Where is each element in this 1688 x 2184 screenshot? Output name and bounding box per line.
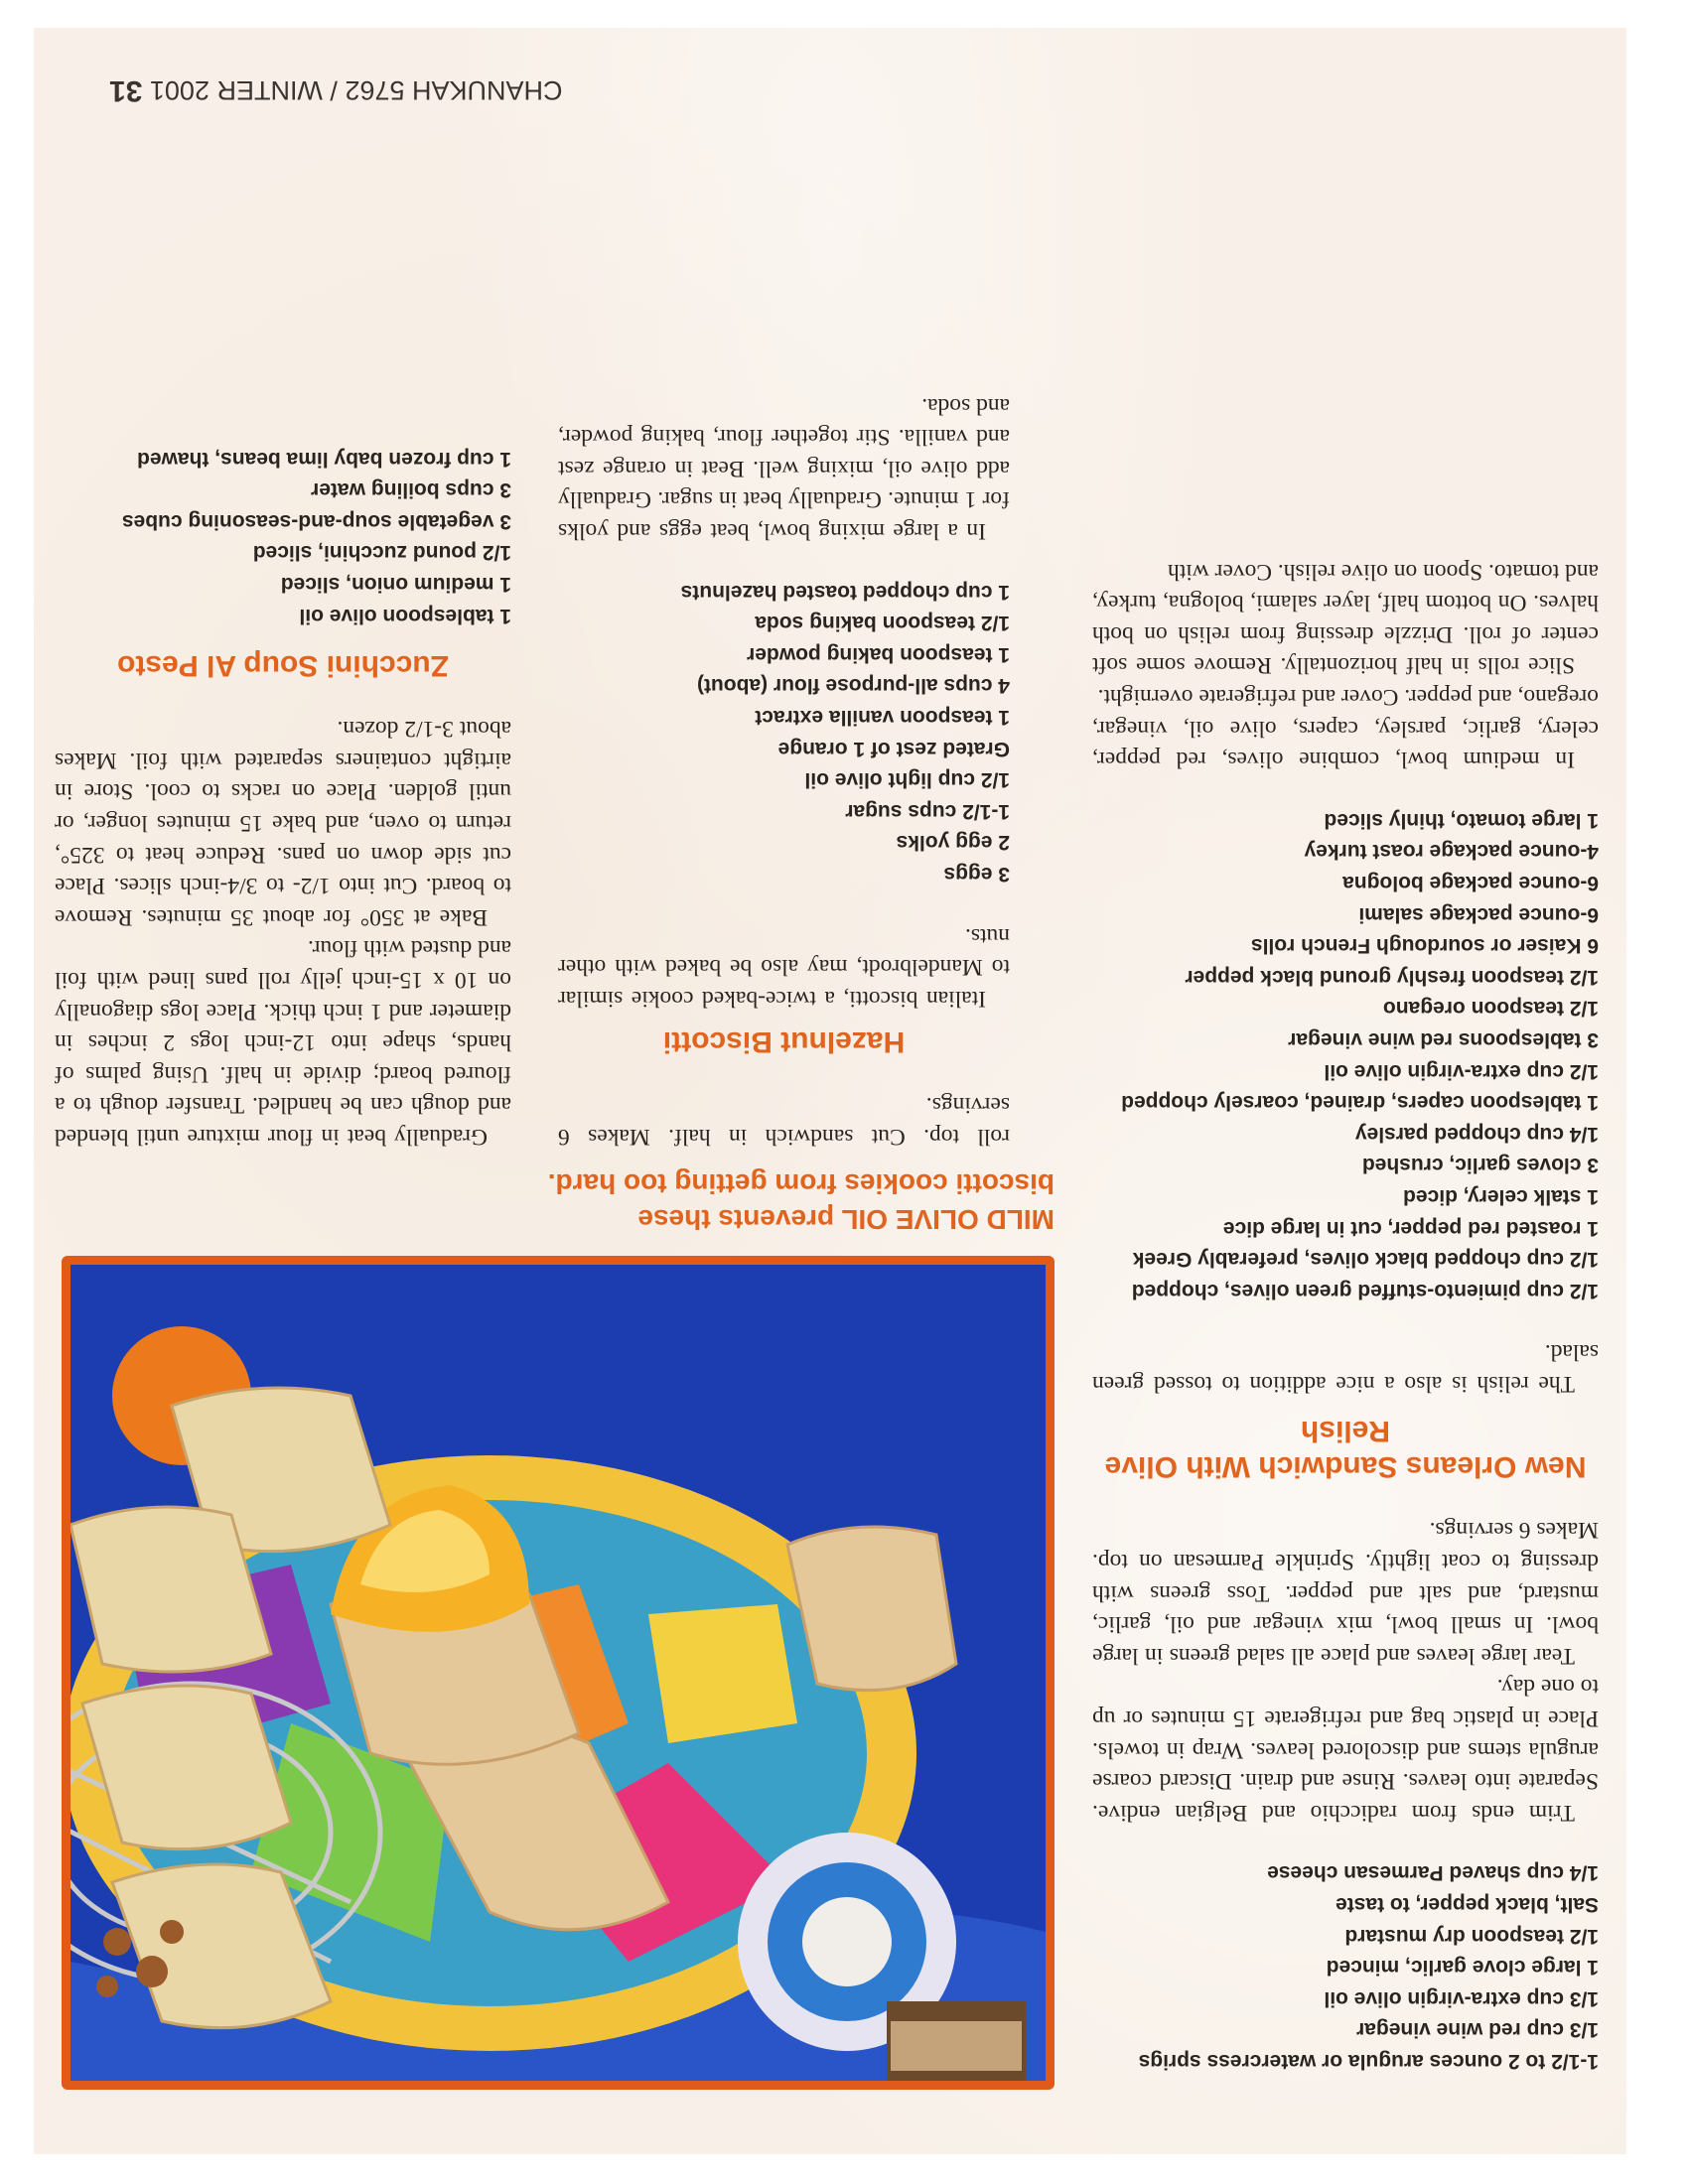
ingredient-item: 1/2 teaspoon oregano: [1382, 997, 1599, 1021]
instruction-paragraph: Trim ends from radicchio and Belgian endive. Separate into leaves. Rinse and drain. Discard coarse arugula stems and discolored leaves. Wrap in towels. Place in plastic bag and refrigerate 15 minutes or up to one day.: [1092, 1674, 1599, 1826]
page-folio: [109, 73, 576, 107]
ingredient-item: 3 cloves garlic, crushed: [1361, 1154, 1599, 1177]
ingredient-item: 1/2 pound zucchini, sliced: [252, 541, 511, 565]
ingredient-item: 3 vegetable soup-and-seasoning cubes: [121, 509, 511, 533]
ingredient-item: 1/2 cup pimiento-stuffed green olives, chopped: [1131, 1279, 1599, 1302]
ingredient-item: 1 tablespoon capers, drained, coarsely chopped: [1121, 1091, 1599, 1115]
biscotti-ingredient-list: [558, 576, 1010, 889]
recipe-title-soup: Zucchini Soup Al Pesto: [117, 648, 449, 682]
ingredient-item: 1 roasted red pepper, cut in large dice: [1222, 1216, 1599, 1240]
ingredient-item: 4-ounce package roast turkey: [1304, 840, 1599, 864]
folio-text: CHANUKAH 5762 / WINTER 2001: [142, 75, 563, 105]
column-middle: [558, 389, 1010, 1152]
ingredient-item: 6-ounce package salami: [1358, 902, 1599, 926]
photo-illustration: [70, 1265, 1046, 2081]
instruction-paragraph: Tear large leaves and place all salad greens in large bowl. In small bowl, mix vinegar and oil, garlic, mustard, and salt and pepper. Toss greens with dressing to coat lightly. Sprinkle Parmesan on top. Makes 6 servings.: [1092, 1517, 1599, 1669]
instruction-paragraph: In medium bowl, combine olives, red pepper, celery, garlic, parsley, capers, olive oil, vinegar, oregano, and pepper. Cover and refrigerate overnight.: [1092, 684, 1599, 773]
column-right: [55, 443, 511, 1152]
ingredient-item: 1 tablespoon olive oil: [299, 604, 511, 627]
ingredient-item: 6-ounce package bologna: [1342, 872, 1599, 894]
recipe-intro: Italian biscotti, a twice-baked cookie similar to Mandelbrodt, may also be baked with other nuts.: [558, 922, 1010, 1012]
instruction-paragraph: roll top. Cut sandwich in half. Makes 6 servings.: [558, 1092, 1010, 1150]
recipe-intro: The relish is also a nice addition to tossed green salad.: [1092, 1339, 1599, 1397]
ingredient-item: 1-1/2 to 2 ounces arugula or watercress sprigs: [1138, 2050, 1599, 2073]
instruction-paragraph: In a large mixing bowl, beat eggs and yolks for 1 minute. Gradually beat in sugar. Gradually add olive oil, mixing well. Beat in orange zest and vanilla. Stir together flour, baking powder, and soda.: [558, 392, 1010, 545]
recipe-title-biscotti: Hazelnut Biscotti: [662, 1024, 906, 1058]
ingredient-item: 1-1/2 cups sugar: [845, 799, 1010, 823]
ingredient-item: 6 Kaiser or sourdough French rolls: [1250, 934, 1599, 958]
ingredient-item: 1/2 teaspoon baking soda: [755, 612, 1010, 635]
ingredient-item: 1 teaspoon baking powder: [747, 642, 1010, 666]
instruction-paragraph: Bake at 350° for about 35 minutes. Remove to board. Cut into 1/2- to 3/4-inch slices. Place cut side down on pans. Reduce heat to 325°, return to oven, and bake 15 minutes longer, or until golden. Place on racks to cool. Store in airtight containers separated with foil. Makes about 3-1/2 dozen.: [55, 716, 511, 930]
ingredient-item: 1/2 teaspoon dry mustard: [1344, 1924, 1599, 1948]
ingredient-item: 3 eggs: [943, 863, 1010, 887]
page-number: 31: [109, 74, 143, 107]
ingredient-item: 1 cup chopped toasted hazelnuts: [680, 580, 1010, 604]
soup-ingredient-list: [55, 443, 511, 631]
ingredient-item: 1 medium onion, sliced: [280, 573, 511, 597]
recipe-title-sandwich: New Orleans Sandwich With Olive Relish: [1104, 1414, 1587, 1483]
ingredient-item: 1/2 cup light olive oil: [804, 768, 1010, 792]
instruction-paragraph: Gradually beat in flour mixture until blended and dough can be handled. Transfer dough to a floured board; divide in half. Using palms of hands, shape into 12-inch logs 2 inches in diameter and 1 inch thick. Place logs diagonally on 10 x 15-inch jelly roll pans lined with foil and dusted with flour.: [55, 935, 511, 1150]
ingredient-item: 1 large clove garlic, minced: [1326, 1956, 1599, 1979]
photo-caption: MILD OLIVE OIL prevents these biscotti cookies from getting too hard.: [547, 1168, 1055, 1235]
ingredient-item: Salt, black pepper, to taste: [1336, 1893, 1599, 1917]
sandwich-ingredient-list: [1092, 804, 1599, 1306]
instruction-paragraph: Slice rolls in half horizontally. Remove some soft center of roll. Drizzle dressing from relish on both halves. On bottom half, layer salami, bologna, turkey, and tomato. Spoon on olive relish. Cover with: [1092, 558, 1599, 679]
column-left: [1092, 555, 1599, 2077]
ingredient-item: 1 cup frozen baby lima beans, thawed: [137, 447, 511, 471]
ingredient-item: 1/3 cup red wine vinegar: [1356, 2018, 1599, 2042]
ingredient-item: 1/4 cup shaved Parmesan cheese: [1267, 1861, 1599, 1885]
ingredient-item: 1 large tomato, thinly sliced: [1324, 808, 1599, 832]
ingredient-item: 1/4 cup chopped parsley: [1354, 1122, 1599, 1146]
ingredient-item: 1/3 cup extra-virgin olive oil: [1324, 1986, 1599, 2010]
salad-ingredient-list: [1092, 1857, 1599, 2077]
biscotti-photo: [62, 1256, 1055, 2090]
ingredient-item: 3 tablespoons red wine vinegar: [1288, 1027, 1599, 1051]
ingredient-item: 1/2 cup chopped black olives, preferably Greek: [1132, 1248, 1599, 1272]
ingredient-item: 1 teaspoon vanilla extract: [755, 706, 1010, 730]
ingredient-item: 1/2 teaspoon freshly ground black pepper: [1185, 965, 1599, 989]
ingredient-item: 1/2 cup extra-virgin olive oil: [1324, 1059, 1599, 1083]
ingredient-item: 1 stalk celery, diced: [1403, 1184, 1599, 1208]
ingredient-item: 3 cups boiling water: [311, 478, 511, 502]
ingredient-item: 4 cups all-purpose flour (about): [696, 674, 1010, 698]
ingredient-item: Grated zest of 1 orange: [777, 737, 1010, 760]
ingredient-item: 2 egg yolks: [896, 831, 1010, 855]
